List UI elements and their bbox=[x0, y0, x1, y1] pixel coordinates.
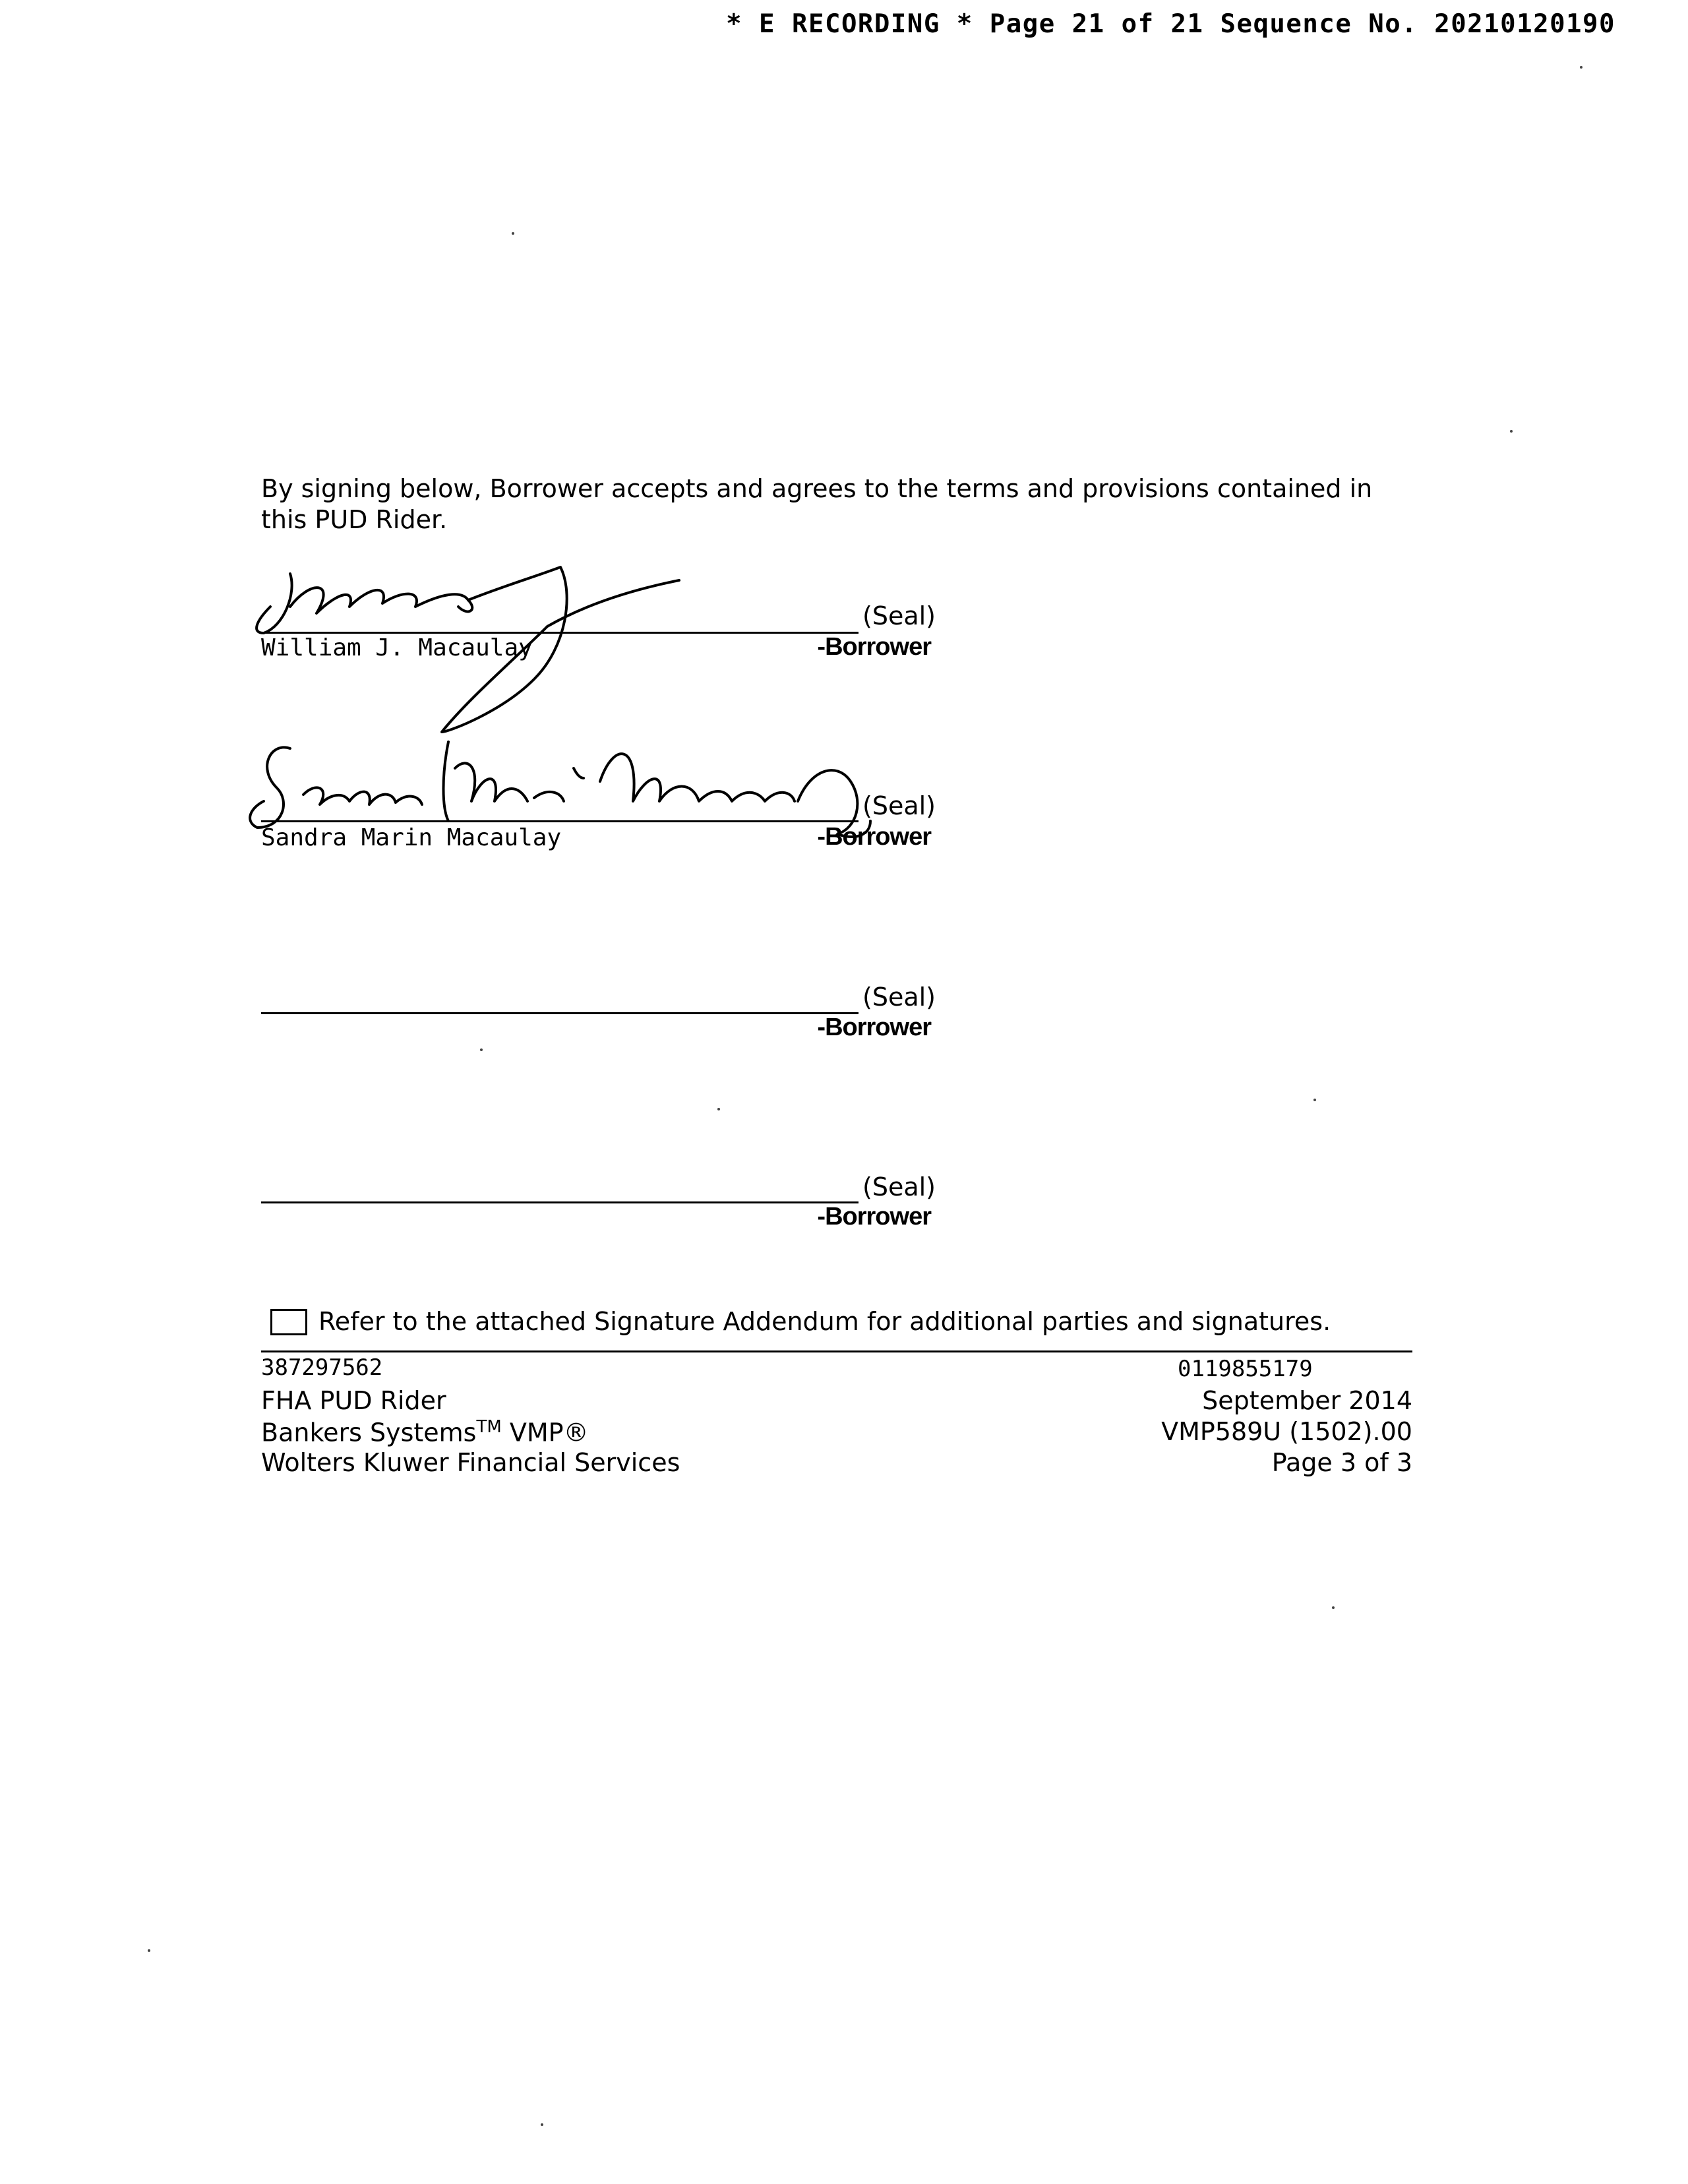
signer-name-1: William J. Macaulay bbox=[261, 634, 533, 661]
borrower-role-3: -Borrower bbox=[817, 1014, 931, 1041]
scan-speck bbox=[1332, 1606, 1335, 1609]
scan-speck bbox=[1510, 430, 1513, 433]
signature-addendum-text: Refer to the attached Signature Addendum for additional parties and signatures. bbox=[318, 1307, 1331, 1336]
scan-speck bbox=[541, 2123, 543, 2126]
scan-speck bbox=[512, 232, 514, 235]
vendor-line bbox=[261, 1417, 589, 1447]
vendor-prefix: Bankers Systems bbox=[261, 1418, 477, 1447]
form-name: FHA PUD Rider bbox=[261, 1386, 446, 1415]
borrower-role-2: -Borrower bbox=[817, 823, 931, 851]
vendor-suffix: VMP® bbox=[501, 1418, 589, 1447]
scan-speck bbox=[148, 1949, 150, 1952]
seal-label-1: (Seal) bbox=[862, 601, 936, 630]
loan-number-left: 387297562 bbox=[261, 1354, 383, 1381]
loan-number-right: 0119855179 bbox=[1178, 1356, 1313, 1382]
signature-line-2[interactable] bbox=[261, 820, 859, 822]
sandra-signature bbox=[244, 729, 950, 874]
vendor-trademark: TM bbox=[476, 1417, 502, 1437]
signature-addendum-checkbox[interactable] bbox=[270, 1309, 307, 1335]
form-code: VMP589U (1502).00 bbox=[1161, 1417, 1412, 1446]
publisher: Wolters Kluwer Financial Services bbox=[261, 1448, 680, 1477]
signer-name-2: Sandra Marin Macaulay bbox=[261, 824, 562, 851]
scan-speck bbox=[1313, 1099, 1316, 1101]
seal-label-3: (Seal) bbox=[862, 983, 936, 1012]
footer-rule bbox=[261, 1350, 1412, 1352]
form-date: September 2014 bbox=[1202, 1386, 1412, 1415]
borrower-role-1: -Borrower bbox=[817, 633, 931, 661]
scan-speck bbox=[1580, 66, 1582, 69]
page-number: Page 3 of 3 bbox=[1271, 1448, 1412, 1477]
recording-header: * E RECORDING * Page 21 of 21 Sequence No. 20210120190 bbox=[726, 9, 1615, 39]
scan-speck bbox=[480, 1048, 483, 1051]
intro-paragraph: By signing below, Borrower accepts and agrees to the terms and provisions contained in this PUD Rider. bbox=[261, 474, 1373, 534]
scan-speck bbox=[717, 1108, 720, 1110]
seal-label-2: (Seal) bbox=[862, 791, 936, 820]
seal-label-4: (Seal) bbox=[862, 1172, 936, 1201]
borrower-role-4: -Borrower bbox=[817, 1203, 931, 1230]
